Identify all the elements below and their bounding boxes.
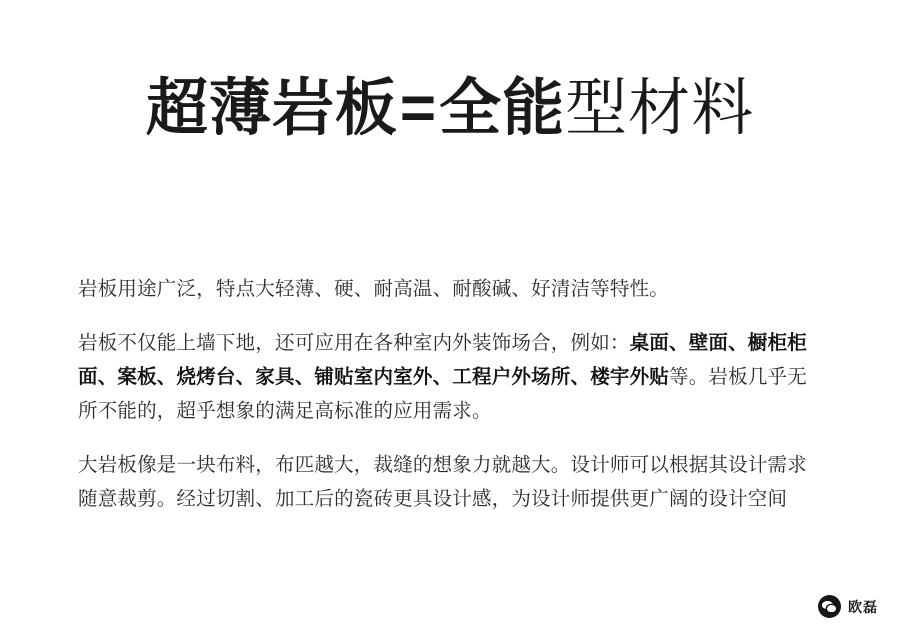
wechat-icon: [818, 595, 841, 618]
paragraph-2-lead: 岩板不仅能上墙下地，还可应用在各种室内外装饰场合，例如：: [78, 332, 630, 354]
body-copy: [78, 272, 826, 516]
page-title: [0, 74, 900, 143]
paragraph-2: [78, 326, 826, 428]
wechat-account-name: 欧磊: [848, 598, 878, 615]
paragraph-1: 岩板用途广泛，特点大轻薄、硬、耐高温、耐酸碱、好清洁等特性。: [78, 278, 670, 300]
headline-part-3: 型材料: [565, 74, 755, 143]
paragraph-2-emphasis: 桌面、壁面、橱柜柜面、案板、烧烤台、家具、铺贴室内室外、工程户外场所、楼宇外贴: [78, 332, 807, 388]
headline-part-1: 超薄岩板: [145, 74, 398, 143]
paragraph-2-tail: 等。岩板几乎无所不能的，超乎想象的满足高标准的应用需求。: [78, 366, 807, 422]
paragraph-3: 大岩板像是一块布料，布匹越大，裁缝的想象力就越大。设计师可以根据其设计需求随意裁剪。经过切割、加工后的瓷砖更具设计感，为设计师提供更广阔的设计空间: [78, 454, 807, 510]
headline-equals-sign: =: [399, 74, 438, 143]
headline-part-2: 全能: [439, 74, 566, 143]
wechat-account-badge: [818, 595, 878, 618]
